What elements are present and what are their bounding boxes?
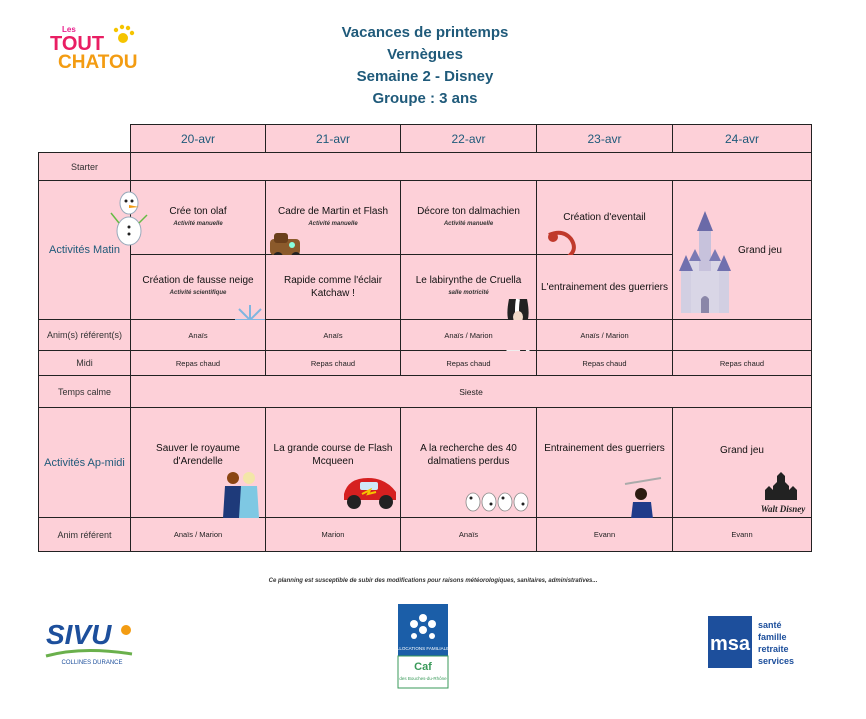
row-label-midi: Midi — [39, 351, 131, 376]
anim-cell: Anaïs / Marion — [131, 518, 266, 552]
day-header: 24-avr — [673, 125, 812, 153]
disney-logo-text: Walt Disney — [760, 504, 806, 514]
caf-text: Caf — [414, 661, 432, 673]
activity-title: Création d'eventail — [563, 212, 646, 223]
title-line-2: Vernègues — [387, 46, 463, 63]
caf-region: des Bouches-du-Rhône — [399, 676, 447, 681]
msa-line-1: santé — [758, 620, 782, 630]
anim-cell: Evann — [673, 518, 812, 552]
caf-allocations: ALLOCATIONS FAMILIALES — [393, 646, 453, 651]
castle-icon — [675, 211, 735, 317]
schedule-table — [38, 124, 812, 552]
activity-title: Décore ton dalmachien — [417, 205, 520, 217]
midi-cell: Repas chaud — [131, 351, 266, 376]
midi-cell: Repas chaud — [673, 351, 812, 376]
anna-elsa-icon — [221, 468, 261, 518]
activity-title: Sauver le royaume d'Arendelle — [156, 442, 240, 467]
activity-title: Création de fausse neige — [142, 275, 254, 286]
logo-les: Les — [62, 25, 76, 34]
activity-type: salle motricité — [448, 290, 489, 296]
walt-disney-logo — [755, 472, 811, 516]
row-label-temps-calme: Temps calme — [39, 376, 131, 408]
afternoon-activity-cell — [401, 408, 537, 518]
morning-activity-cell — [131, 255, 266, 320]
lightning-mcqueen-icon — [340, 468, 400, 512]
corner-cell — [39, 125, 131, 153]
day-header: 22-avr — [401, 125, 537, 153]
title-line-3: Semaine 2 - Disney — [356, 68, 494, 85]
day-header: 20-avr — [131, 125, 266, 153]
activity-type: Activité manuelle — [173, 220, 223, 227]
day-header: 23-avr — [537, 125, 673, 153]
anim-cell: Evann — [537, 518, 673, 552]
anim-cell: Anaïs — [266, 320, 401, 351]
morning-activity-cell — [537, 255, 673, 320]
logo-chatou: CHATOU — [58, 52, 138, 73]
sieste-cell: Sieste — [131, 376, 812, 408]
olaf-icon — [109, 183, 149, 249]
msa-logo — [708, 616, 808, 668]
starter-cell — [131, 153, 812, 181]
sivu-logo — [42, 612, 142, 672]
afternoon-activity-cell — [131, 408, 266, 518]
afternoon-activity-cell — [673, 408, 812, 518]
title-line-4: Groupe : 3 ans — [372, 90, 478, 107]
morning-activity-cell — [266, 181, 401, 255]
afternoon-activity-cell — [266, 408, 401, 518]
row-label-anim-referent: Anim référent — [39, 518, 131, 552]
morning-activity-cell — [266, 255, 401, 320]
morning-activity-cell — [401, 255, 537, 320]
sivu-subtitle: COLLINES DURANCE — [61, 660, 123, 666]
anim-cell: Marion — [266, 518, 401, 552]
msa-line-4: services — [758, 656, 795, 666]
caf-logo — [393, 604, 453, 688]
activity-title: Grand jeu — [720, 445, 764, 456]
activity-title: Entrainement des guerriers — [544, 443, 665, 454]
title-line-1: Vacances de printemps — [341, 24, 509, 41]
activity-title: Cadre de Martin et Flash — [277, 205, 389, 217]
morning-activity-friday — [673, 181, 812, 320]
logo-tout: TOUT — [50, 33, 105, 55]
activity-title: La grande course de Flash Mcqueen — [273, 442, 393, 467]
dalmatian-puppies-icon — [465, 488, 529, 514]
day-header: 21-avr — [266, 125, 401, 153]
afternoon-activity-cell — [537, 408, 673, 518]
midi-cell: Repas chaud — [537, 351, 673, 376]
row-label-anim-referents: Anim(s) référent(s) — [39, 320, 131, 351]
msa-text: msa — [709, 633, 751, 655]
activity-title: Le labirynthe de Cruella — [415, 275, 522, 286]
activity-title: Grand jeu — [738, 244, 782, 256]
row-label-activites-apmidi: Activités Ap-midi — [39, 408, 131, 518]
activity-title: A la recherche des 40 dalmatiens perdus — [420, 442, 517, 467]
anim-cell: Anaïs — [401, 518, 537, 552]
midi-cell: Repas chaud — [401, 351, 537, 376]
activity-title: L'entrainement des guerriers — [541, 281, 668, 293]
activity-title: Crée ton olaf — [169, 205, 227, 217]
midi-cell: Repas chaud — [266, 351, 401, 376]
activity-type: Activité scientifique — [169, 290, 227, 296]
morning-activity-cell — [401, 181, 537, 255]
row-label-activites-matin: Activités Matin — [39, 181, 131, 320]
anim-cell: Anaïs / Marion — [401, 320, 537, 351]
msa-line-3: retraite — [758, 644, 789, 654]
activity-title: Rapide comme l'éclair Katchaw ! — [283, 275, 383, 299]
sivu-text: SIVU — [46, 619, 112, 650]
footer-note: Ce planning est susceptible de subir des modifications pour raisons météorologiques, sanitaires, administratives... — [268, 578, 598, 584]
morning-activity-cell — [131, 181, 266, 255]
row-label-starter: Starter — [39, 153, 131, 181]
anim-cell: Anaïs — [131, 320, 266, 351]
anim-cell — [673, 320, 812, 351]
activity-type: Activité manuelle — [308, 220, 358, 227]
activity-type: Activité manuelle — [443, 220, 494, 227]
morning-activity-cell — [537, 181, 673, 255]
msa-line-2: famille — [758, 632, 787, 642]
anim-cell: Anaïs / Marion — [537, 320, 673, 351]
page-title — [0, 22, 866, 110]
